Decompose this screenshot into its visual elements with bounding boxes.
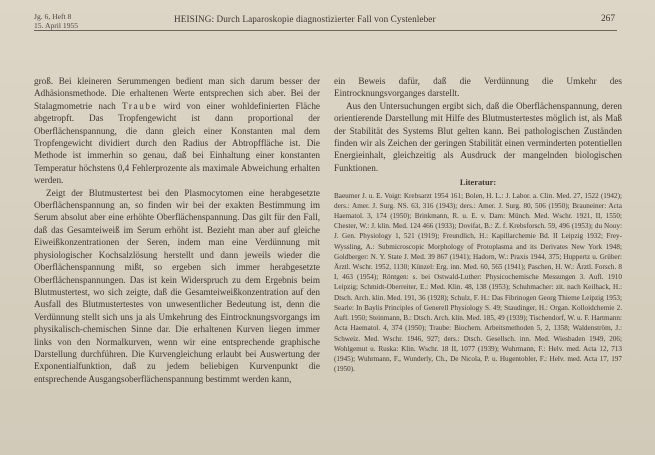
running-head <box>34 8 637 54</box>
references-list: Baeumer J. u. E. Voigt: Krebsarzt 1954 161; Bolen, H. L.: J. Labor. a. Clin. Med. 27, 1522 (1942); ders.: Amer. J. Surg. NS. 63, 316 (1943); ders.: Amer. J. Surg. 80, 506 (1950); Brauneiner: Acta Haematol. 3, 174 (1950); Brinkmann, R. u. E. v. Dam: Münch. Med. Wschr. 1921, II, 1550; Chester, W.: J. klin. Med. 124 466 (1933); Dovifat, B.: Z. f. Krebsforsch. 59, 496 (1953); du Nouy: J. Gen. Physiology 1, 521 (1919); Freundlich, H.: Kapillarchemie Bd. II Leipzig 1932; Frey-Wyssling, A.: Submicroscopic Morphology of Protoplasma and its Derivates New York 1948; Goldberger: N. Y. State J. Med. 39 867 (1941); Hadorn, W.: Praxis 1944, 375; Huppertz u. Grüber: Ärztl. Wschr. 1952, 1130; Künzel: Erg. inn. Med. 60, 565 (1941); Paschen, H. W.: Ärztl. Forsch. 8 I, 463 (1954); Röntgen: s. bei Ostwald-Luther: Physicochemische Messungen 3. Aufl. 1910 Leipzig; Schmidt-Oberreiter, E.: Med. Klin. 48, 138 (1953); Schuhmacher: zit. nach Keilhack, H.: Dtsch. Arch. klin. Med. 191, 36 (1928); Schulz, F. H.: Das Fibrinogen Georg Thieme Leipzig 1953; Searle: In Baylis Principles of Generell Physiology S. 49; Staudinger, H.: Organ. Kolloidchemie 2. Aufl. 1950; Steinmann, B.: Dtsch. Arch. klin. Med. 185, 49 (1939); Tischendorf, W. u. F. Hartmann: Acta Haematol. 4, 374 (1950); Traube: Biochem. Arbeitsmethoden 5, 2, 1358; Waldenström, J.: Schweiz. Med. Wschr. 1946, 927; ders.: Dtsch. Gesellsch. inn. Med. Wiesbaden 1949, 206; Wohlgemut u. Ruska: Klin. Wschr. 18 II, 1077 (1939); Wuhrmann, F.: Helv. med. Acta 12, 713 (1945); Wuhrmann, F., Wunderly, Ch., De Nicola, P. u. Hugentobler, F.: Helv. med. Acta 17, 197 (1950). <box>334 191 622 374</box>
journal-date: 15. April 1955 <box>34 21 79 30</box>
paragraph-blood-pattern-test: Zeigt der Blutmustertest bei den Plasmocytomen eine herabgesetzte Oberflächenspannung an, so finden wir bei der exakten Bestimmung im Serum absolut aber eine erhöhte Oberflächenspannung. Das gilt für den Fall, daß das Gesamteiweiß im Serum erhöht ist. Bezieht man aber auf gleiche Eiweißkonzentrationen der Seren, indem man eine Verdünnung mit physiologischer Kochsalzlösung herstellt und dann jeweils wieder die Oberflächenspannung mißt, so ergeben sich immer herabgesetzte Oberflächenspannungen. Das ist kein Widerspruch zu dem Ergebnis beim Blutmustertest, wo sich zeigte, daß die Gesamteiweißkonzentration auf den Ausfall des Blutmustertestes von unwesentlicher Bedeutung ist, denn die Verdünnung stellt sich uns ja als Umkehrung des Eintrocknungsvorgangs im physikalisch-chemischen Sinne dar. Die erhaltenen Kurven liegen immer links von den Normalkurven, wenn wir eine entsprechende graphische Darstellung durchführen. Die Kurvengleichung erlaubt bei Auswertung der Exponentialfunktion, daß zu jedem beliebigen Kurvenpunkt die entsprechende Ausgangsoberflächenspannung bestimmt werden kann, <box>34 187 320 384</box>
paragraph-dilution: ein Beweis dafür, daß die Verdünnung die Umkehr des Eintrocknungsvorganges darstellt. <box>334 76 622 99</box>
author-name-traube: Traube <box>121 100 158 111</box>
page-number: 267 <box>600 14 615 24</box>
paragraph-stalagmometry <box>34 75 320 187</box>
running-title: HEISING: Durch Laparoskopie diagnostizierter Fall von Cystenleber <box>174 14 436 24</box>
paragraph-conclusion: Aus den Untersuchungen ergibt sich, daß die Oberflächenspannung, deren orientierende Darstellung mit Hilfe des Blutmustertestes möglich ist, als Maß der Stabilität des Systems Blut gelten kann. Bei pathologischen Zuständen finden wir als Zeichen der geringen Stabilität einen verminderten potentiellen Energieinhalt, gleichzeitig als Ausdruck der mangelnden biologischen Funktionen. <box>334 100 622 173</box>
references-heading: Literatur: <box>459 178 497 188</box>
right-column <box>334 75 622 374</box>
left-column <box>34 75 320 385</box>
header-rule <box>34 30 617 31</box>
paragraph-text: wird von einer wohldefinierten Fläche abgetropft. Das Tropfengewicht ist dann proportional der Oberflächenspannung, die dann gleich einer Konstanten mal dem Tropfengewicht dividiert durch den Radius der Abtropffläche ist. Die Methode ist immerhin so genau, daß bei Einhaltung einer konstanten Temperatur höchstens 0,4 Fehlerprozente als maximale Abweichung erhalten werden. <box>34 100 321 186</box>
journal-volume-issue: Jg. 6, Heft 8 <box>34 12 72 21</box>
paragraph-text: groß. Bei kleineren Serummengen bedient man sich darum besser der Adhäsionsmethode. Die erhaltenen Werte entsprechen sich aber. Bei der Stalagmometrie nach <box>34 76 320 111</box>
journal-issue-info <box>34 12 78 30</box>
